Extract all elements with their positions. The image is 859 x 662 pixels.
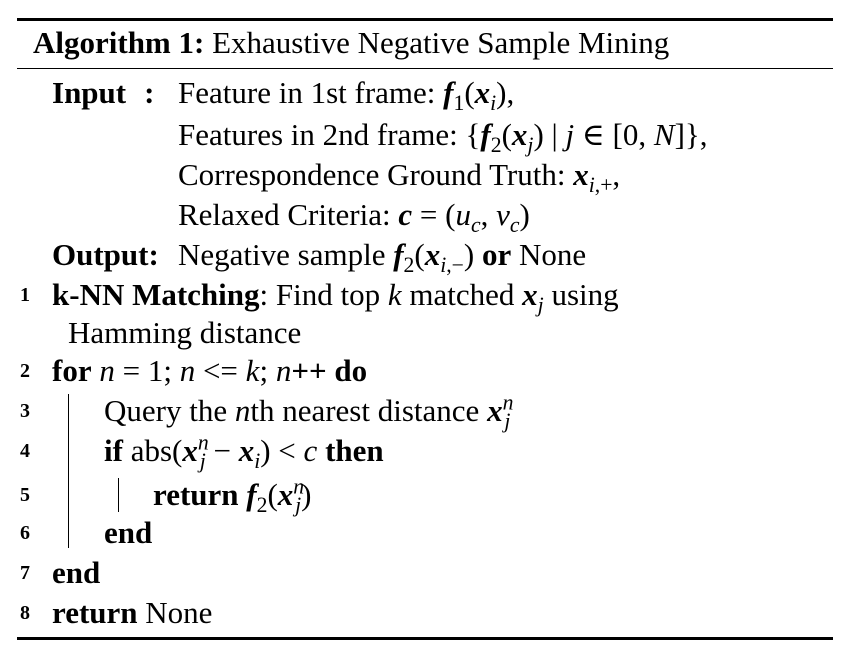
line-number-4: 4 <box>20 440 30 462</box>
line-number-2: 2 <box>20 360 30 382</box>
output-label: Output: <box>52 237 159 272</box>
line-number-5: 5 <box>20 484 30 506</box>
step-2-for: for n = 1; n <= k; n++ do <box>52 353 368 388</box>
line-number-7: 7 <box>20 562 30 584</box>
line-number-3: 3 <box>20 400 30 422</box>
step-5-return: return $f_2(x^n_j)$ <box>153 474 312 518</box>
algorithm-label: Algorithm 1: <box>33 25 205 60</box>
top-rule <box>17 18 833 21</box>
bottom-rule <box>17 637 833 640</box>
title-rule <box>17 68 833 69</box>
algorithm-title <box>33 24 669 62</box>
for-block-bar <box>68 394 69 548</box>
line-number-8: 8 <box>20 602 30 624</box>
if-block-bar <box>118 478 119 512</box>
input-line-1: Feature in 1st frame: $f_1(x_i)$, <box>178 75 515 116</box>
output-line: Negative sample $f_2(x_{i,-})$ or None <box>178 237 587 278</box>
step-8-return: return None <box>52 595 213 630</box>
step-4-if: if $abs(x^n_j - x_i) < c$ then <box>104 430 384 474</box>
line-number-6: 6 <box>20 522 30 544</box>
input-line-2: Features in 2nd frame: {$f_2(x_j)$ | j ∈ [0, N]}, <box>178 117 708 158</box>
step-3: Query the nth nearest distance $x^n_j$ <box>104 390 514 434</box>
step-1: k-NN Matching: Find top k matched $x_j$ using <box>52 277 619 318</box>
step-6-end: end <box>104 515 153 550</box>
line-number-1: 1 <box>20 284 30 306</box>
input-line-4: Relaxed Criteria: $c = (u_c$, $v_c$) <box>178 197 530 238</box>
step-1-continued: Hamming distance <box>68 315 302 350</box>
input-line-3: Correspondence Ground Truth: $x_{i,+}$, <box>178 157 621 198</box>
input-label: Input : <box>52 75 155 110</box>
step-7-end: end <box>52 555 101 590</box>
algorithm-name: Exhaustive Negative Sample Mining <box>212 25 670 60</box>
